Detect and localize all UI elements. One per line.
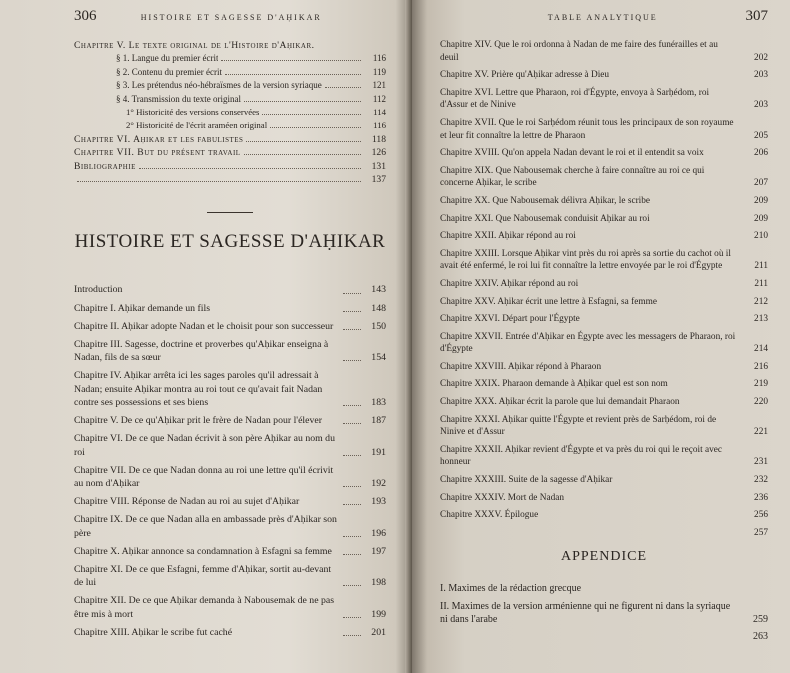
toc-entry [440,509,768,522]
toc-leader-dots [343,635,361,636]
toc-entry-label: Chapitre VII. But du présent travail [74,147,241,159]
toc-entry [74,338,386,364]
toc-entry [74,626,386,639]
toc-page-number: 119 [372,66,386,77]
toc-page-number: 216 [754,361,768,372]
toc-entry-label: Bibliographie [74,160,136,172]
toc-page-number: 114 [373,107,386,118]
toc-leader-dots [244,154,361,155]
toc-page-number: 209 [754,213,768,224]
toc-entry-label: Chapitre XXXIV. Mort de Nadan [440,492,565,503]
toc-entry [440,117,768,142]
right-page-number: 307 [745,8,768,24]
toc-page-number: 118 [371,133,386,145]
toc-entry-label: Chapitre XXXIII. Suite de la sagesse d'Aḥikar [440,475,613,486]
toc-leader-dots [221,60,361,61]
toc-page-number: 232 [754,475,768,486]
toc-entry-label: § 2. Contenu du premier écrit [116,66,222,77]
toc-entry-label: Chapitre VII. De ce que Nadan donna au roi une lettre qu'il écrivit au nom d'Aḥikar [74,464,334,489]
toc-leader-dots [246,141,361,142]
toc-leader-dots [343,329,361,330]
toc-page-number: 131 [371,160,386,172]
toc-entry-label: Chapitre XXX. Aḥikar écrit la parole que lui demandait Pharaon [440,397,680,408]
toc-entry [440,396,768,409]
toc-entry-label: § 1. Langue du premier écrit [116,53,219,64]
toc-page-number: 201 [371,626,386,638]
toc-entry [74,414,386,427]
toc-page-number: 221 [754,427,768,438]
toc-leader-dots [262,114,361,115]
toc-entry [440,195,768,208]
toc-entry-label: § 4. Transmission du texte original [116,93,242,104]
appendix-title: APPENDICE [560,549,647,565]
toc-leader-dots [244,101,361,102]
toc-entry [74,133,386,146]
toc-entry-label: Chapitre XXII. Aḥikar répond au roi [440,231,576,242]
toc-page-number: 154 [371,352,386,364]
toc-page-number: 220 [754,397,768,408]
toc-entry-label: Chapitre III. Sagesse, doctrine et proverbes qu'Aḥikar enseigna à Nadan, fils de sa sœur [74,339,329,364]
toc-page-number: 199 [371,608,386,620]
toc-page-number: 205 [754,130,768,141]
appendix-page-number: 263 [753,631,768,643]
appendix-entry [440,631,768,644]
toc-page-number: 207 [754,178,768,189]
toc-leader-dots [343,293,361,294]
toc-page-number: 143 [371,284,386,296]
toc-page-number: 203 [754,100,768,111]
toc-page-number: 206 [754,148,768,159]
toc-leader-dots [325,87,361,88]
toc-entry [440,165,768,190]
toc-entry [74,146,386,159]
toc-entry-label: Chapitre XXXV. Épilogue [440,510,539,521]
toc-entry [74,513,386,539]
toc-entry-label: Chapitre VIII. Réponse de Nadan au roi au sujet d'Aḥikar [74,496,300,508]
toc-page-number: 236 [754,492,768,503]
right-running-head: TABLE ANALYTIQUE [547,13,658,22]
toc-entry [440,213,768,226]
appendix-page-number: 259 [753,613,768,625]
toc-page-number: 137 [371,174,386,186]
toc-entry-label: Chapitre XXVII. Entrée d'Aḥikar en Égypte avec les messagers de Pharaon, roi d'Égypte [440,331,736,355]
toc-page-number: 183 [371,396,386,408]
toc-leader-dots [343,455,361,456]
toc-page-number: 192 [371,477,386,489]
toc-entry-label: Chapitre XIX. Que Nabousemak cherche à faire connaître au roi ce qui concerne Aḥikar, le scribe [440,165,705,189]
toc-entry [440,230,768,243]
toc-leader-dots [343,536,361,537]
toc-entry-label: Chapitre XVII. Que le roi Sarḥédom réunit tous les principaux de son royaume et leur fit connaître la lettre de Pharaon [440,117,734,141]
appendix-toc [440,583,768,643]
toc-leader-dots [343,617,361,618]
toc-page-number: 212 [754,296,768,307]
toc-entry-label: Chapitre VI. De ce que Nadan écrivit à son père Aḥikar au nom du roi [74,433,335,458]
toc-leader-dots [343,360,361,361]
toc-leader-dots [343,423,361,424]
toc-page-number: 202 [754,52,768,63]
toc-entry [74,302,386,315]
toc-page-number: 211 [754,278,768,289]
toc-entry-label: Chapitre XI. De ce que Esfagni, femme d'Aḥikar, sortit au-devant de lui [74,563,332,589]
toc-entry [440,361,768,374]
left-page-number: 306 [74,8,97,24]
appendix-entry [440,583,768,596]
toc-entry-label: Chapitre XXIX. Pharaon demande à Aḥikar quel est son nom [440,379,668,390]
toc-page-number: 219 [754,379,768,390]
toc-entry-label: Chapitre II. Aḥikar adopte Nadan et le choisit pour son successeur [74,320,334,332]
toc-entry [440,69,768,82]
toc-entry [440,87,768,112]
toc-page-number: 193 [371,496,386,508]
section-title: HISTOIRE ET SAGESSE D'AḤIKAR [74,231,386,253]
toc-page-number: 191 [371,446,386,458]
appendix-entry-label: II. Maximes de la version arménienne qui ne figurent ni dans la syriaque ni dans l'arabe [440,601,731,625]
toc-entry-label: Chapitre V. De ce qu'Aḥikar prit le frère de Nadan pour l'élever [74,415,322,427]
toc-leader-dots [343,486,361,487]
toc-entry-label: Chapitre XX. Que Nabousemak délivra Aḥikar, le scribe [440,195,651,206]
toc-entry [440,39,768,64]
toc-entry-label: Chapitre XXVIII. Aḥikar répond à Pharaon [440,361,602,372]
toc-page-number: 150 [371,320,386,332]
left-page-header [74,8,386,25]
toc-entry [74,173,386,186]
toc-entry [74,119,386,132]
toc-entry [74,563,386,589]
toc-page-number: 256 [754,510,768,521]
toc-page-number: 257 [754,527,768,538]
toc-entry [74,283,386,296]
toc-entry [74,464,386,490]
toc-entry [74,369,386,409]
right-page [412,0,790,673]
section-divider [207,212,253,213]
toc-entry [74,52,386,65]
toc-entry [440,147,768,160]
toc-leader-dots [139,168,361,169]
toc-leader-dots [270,127,361,128]
toc-page-number: 231 [754,457,768,468]
toc-entry-label: Chapitre VI. Aḥikar et les fabulistes [74,133,244,145]
toc-page-number: 211 [754,261,768,272]
toc-entry-label: Chapitre XIII. Aḥikar le scribe fut caché [74,626,233,638]
toc-leader-dots [77,181,361,182]
toc-entry [440,313,768,326]
toc-entry [74,432,386,458]
toc-page-number: 126 [371,147,386,159]
toc-page-number: 214 [754,344,768,355]
toc-page-number: 116 [373,120,386,131]
toc-page-number: 116 [372,53,386,64]
toc-entry [74,93,386,106]
toc-entry [74,594,386,620]
right-toc [440,39,768,539]
toc-leader-dots [343,585,361,586]
toc-entry-label: Chapitre XXIV. Aḥikar répond au roi [440,278,579,289]
toc-page-number: 121 [372,80,386,91]
toc-entry-label: Chapitre X. Aḥikar annonce sa condamnation à Esfagni sa femme [74,545,332,557]
toc-page-number: 198 [371,577,386,589]
toc-entry-label: Chapitre V. Le texte original de l'Histoire d'Aḥikar. [74,40,315,51]
toc-entry [440,296,768,309]
toc-entry [440,378,768,391]
toc-page-number: 213 [754,314,768,325]
toc-page-number: 196 [371,527,386,539]
toc-entry [74,39,386,52]
toc-entry-label: Chapitre XV. Prière qu'Aḥikar adresse à Dieu [440,70,610,81]
toc-entry [74,106,386,119]
toc-entry [440,492,768,505]
left-running-head: HISTOIRE ET SAGESSE D'AḤIKAR [140,13,322,22]
toc-entry-label: Chapitre XVIII. Qu'on appela Nadan devant le roi et il entendit sa voix [440,148,704,159]
toc-entry [74,320,386,333]
toc-entry-label: Chapitre XXI. Que Nabousemak conduisit Aḥikar au roi [440,213,650,224]
toc-leader-dots [225,74,361,75]
toc-entry-label: Chapitre I. Aḥikar demande un fils [74,302,211,314]
toc-entry [74,160,386,173]
right-page-header [440,8,768,25]
toc-entry-label: Chapitre XXXI. Aḥikar quitte l'Égypte et revient près de Sarḥédom, roi de Ninive et d'Assur [440,414,717,438]
toc-leader-dots [343,311,361,312]
appendix-entry [440,601,768,626]
left-main-toc [74,283,386,638]
toc-entry-label: Chapitre IX. De ce que Nadan alla en ambassade près d'Aḥikar son père [74,514,337,539]
toc-entry-label: Chapitre XVI. Lettre que Pharaon, roi d'Égypte, envoya à Sarḥédom, roi d'Assur et de Ninive [440,87,710,111]
toc-entry [440,474,768,487]
toc-entry-label: § 3. Les prétendus néo-hébraïsmes de la version syriaque [116,80,322,91]
toc-entry [440,248,768,273]
toc-leader-dots [343,554,361,555]
toc-entry-label: Chapitre XXV. Aḥikar écrit une lettre à Esfagni, sa femme [440,296,657,307]
toc-entry [440,331,768,356]
appendix-entry-label: I. Maximes de la rédaction grecque [440,583,582,595]
toc-page-number: 209 [754,195,768,206]
toc-entry [74,66,386,79]
toc-page-number: 210 [754,231,768,242]
toc-entry [74,495,386,508]
toc-entry-label: Introduction [74,284,123,296]
toc-entry [440,278,768,291]
toc-entry-label: Chapitre XII. De ce que Aḥikar demanda à Nabousemak de ne pas être mis à mort [74,595,335,620]
toc-entry [440,414,768,439]
toc-entry-label: 2° Historicité de l'écrit araméen original [126,120,268,131]
toc-page-number: 203 [754,70,768,81]
toc-entry [440,527,768,540]
toc-entry-label: Chapitre XXVI. Départ pour l'Égypte [440,314,580,325]
toc-entry-label: Chapitre XIV. Que le roi ordonna à Nadan de me faire des funérailles et au deuil [440,40,718,63]
toc-entry-label: Chapitre XXIII. Lorsque Aḥikar vint près du roi après sa sortie du cachot où il avait été enfermé, le roi lui fit connaître la lettre envoyée par le roi d'Égypte [440,248,731,272]
toc-page-number: 187 [371,415,386,427]
left-top-toc [74,39,386,186]
toc-leader-dots [343,405,361,406]
toc-entry-label: Chapitre IV. Aḥikar arrêta ici les sages paroles qu'il adressait à Nadan; ensuite Aḥikar montra au roi tout ce qu'avait fait Nadan contre ses possessions et ses biens [74,370,323,408]
toc-leader-dots [343,504,361,505]
toc-entry-label: Chapitre XXXII. Aḥikar revient d'Égypte et va près du roi qui le reçoit avec honneur [440,444,723,468]
toc-entry [74,545,386,558]
toc-page-number: 197 [371,545,386,557]
toc-page-number: 148 [371,302,386,314]
toc-entry [440,444,768,469]
toc-entry [74,79,386,92]
toc-entry-label: 1° Historicité des versions conservées [126,107,260,118]
toc-page-number: 112 [372,93,386,104]
